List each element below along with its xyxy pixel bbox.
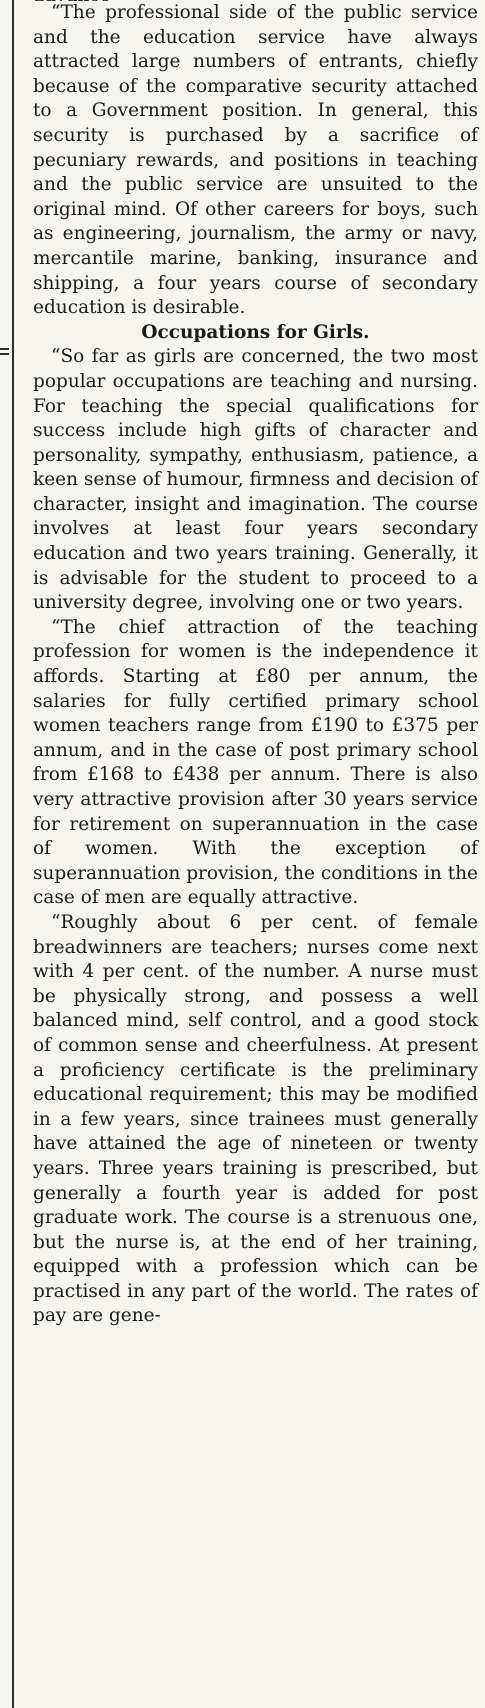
paragraph-professional-careers: “The professional side of the public service and the education service have always attracted large numbers of entrants, chiefly because of the comparative security attached to a Government position. In general, this security is purchased by a sacrifice of pecuniary rewards, and positions in teaching and the public service are unsuited to the original mind. Of other careers for boys, such as engineering, journalism, the army or navy, mercantile marine, banking, insurance and shipping, a four years course of secondary education is desirable. [33,2,478,319]
paragraph-girls-occupations: “So far as girls are concerned, the two most popular occupations are teaching and nursing. For teaching the special qualifications for success include high gifts of character and personality, sympathy, enthusiasm, patience, a keen sense of humour, firmness and decision of character, insight and imagination. The course involves at least four years secondary education and two years training. Generally, it is advisable for the student to proceed to a university degree, involving one or two years. [33,346,478,614]
paragraph-teaching-salaries: “The chief attraction of the teaching profession for women is the independence it affords. Starting at £80 per annum, the salaries for fully certified primary school women teachers range from £190 to £375 per annum, and in the case of post primary school from £168 to £438 per annum. There is also very attractive provision after 30 years service for retirement on superannuation in the case of women. With the exception of superannuation provision, the conditions in the case of men are equally attractive. [33,616,478,909]
margin-mark [0,348,9,350]
article-column [33,0,478,1329]
paragraph-nursing: “Roughly about 6 per cent. of female breadwinners are teachers; nurses come next with 4 per cent. of the number. A nurse must be physically strong, and possess a well balanced mind, self control, and a good stock of common sense and cheerfulness. At present a proficiency certificate is the preliminary educational requirement; this may be modified in a few years, since trainees must generally have attained the age of nineteen or twenty years. Three years training is prescribed, but generally a fourth year is added for post graduate work. The course is a strenuous one, but the nurse is, at the end of her training, equipped with a profession which can be practised in any part of the world. The rates of pay are gene- [33,911,478,1327]
section-heading: Occupations for Girls. [141,321,370,343]
column-rule [12,0,14,1708]
